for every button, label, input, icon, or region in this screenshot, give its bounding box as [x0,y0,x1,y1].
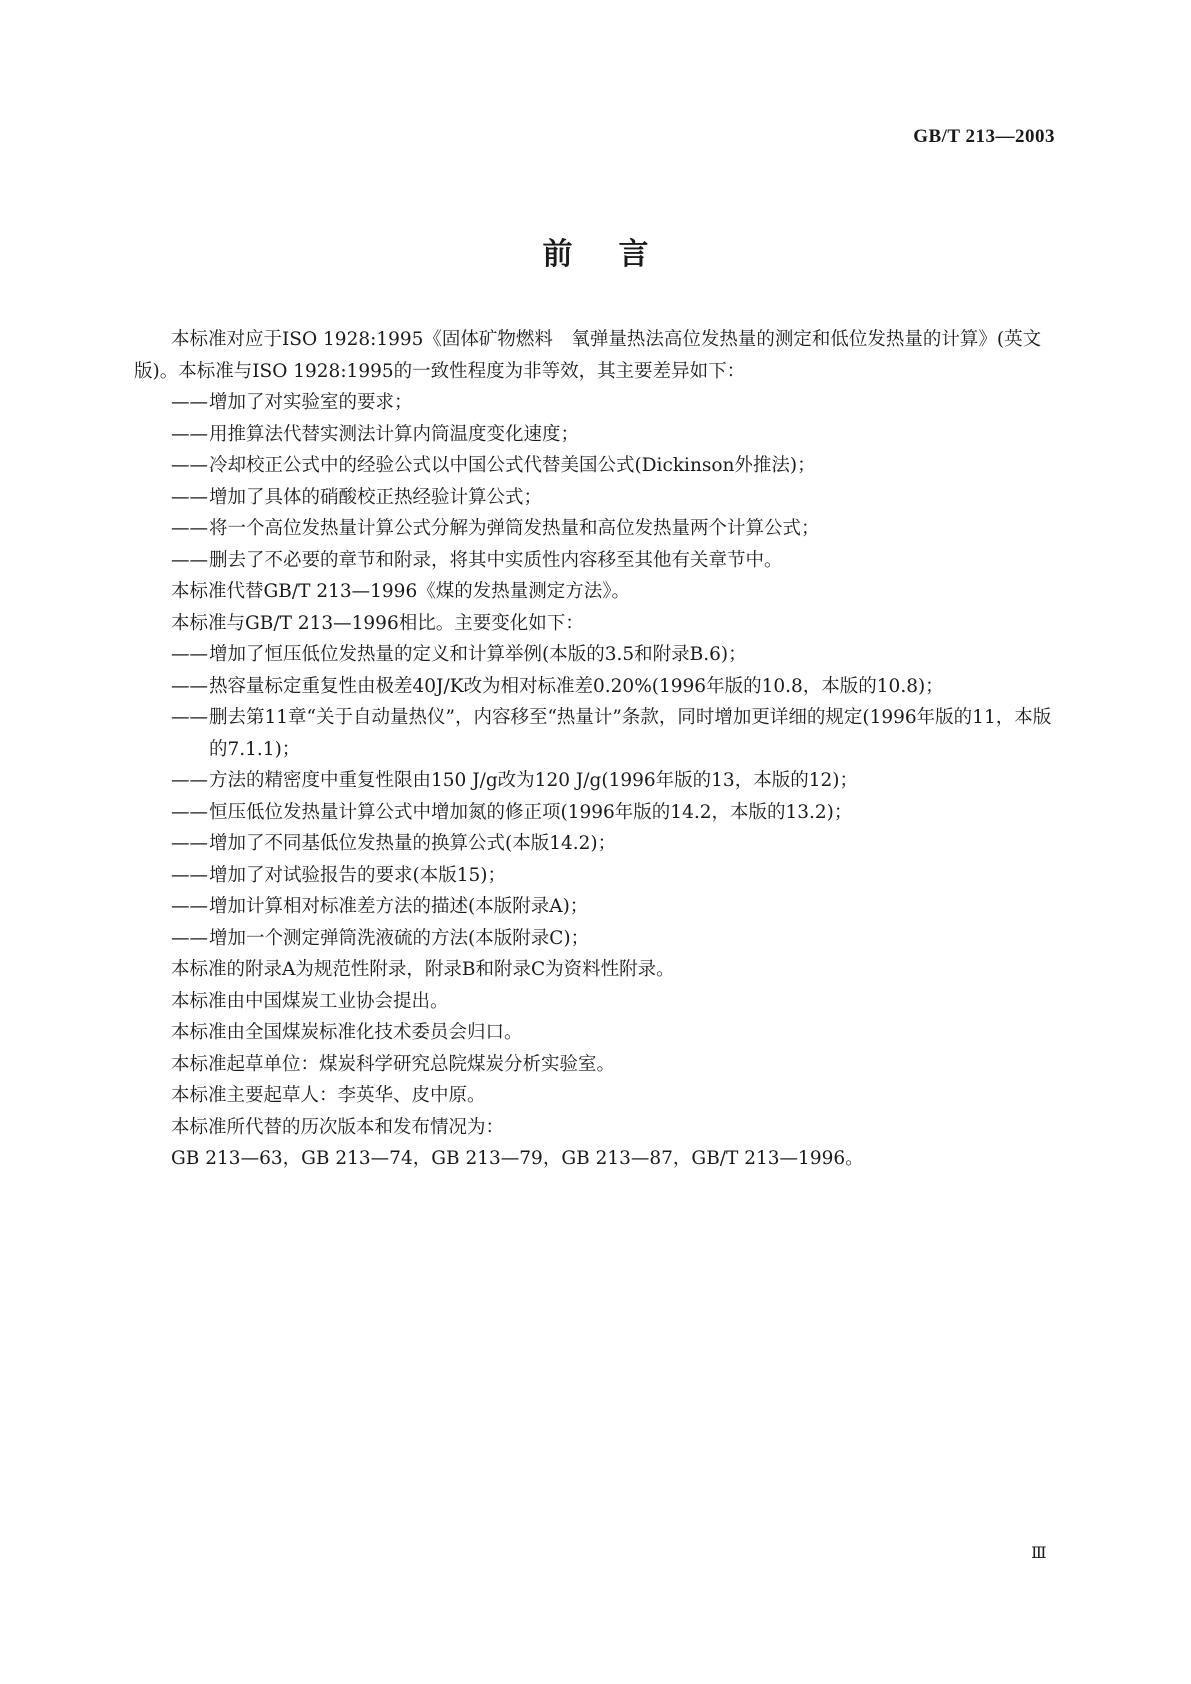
list-item: ——增加了对实验室的要求； [171,387,1069,419]
document-body [134,324,1069,1175]
list-item: ——冷却校正公式中的经验公式以中国公式代替美国公式(Dickinson外推法)； [171,450,1069,482]
list-item: ——增加了具体的硝酸校正热经验计算公式； [171,482,1069,514]
dash-marker: —— [171,801,208,823]
dash-marker: —— [171,675,208,697]
changes-intro: 本标准与GB/T 213—1996相比。主要变化如下： [171,612,584,634]
dash-marker: —— [171,927,208,949]
standard-number: GB/T 213—2003 [913,126,1055,147]
proposed-by-paragraph: 本标准由中国煤炭工业协会提出。 [171,990,449,1012]
dash-marker: —— [171,864,208,886]
list-item: ——删去了不必要的章节和附录，将其中实质性内容移至其他有关章节中。 [171,545,1069,577]
list-item: ——增加计算相对标准差方法的描述(本版附录A)； [171,891,1069,923]
difference-list [134,387,1069,576]
dash-marker: —— [171,644,208,665]
dash-marker: —— [171,486,208,508]
history-paragraph: GB 213—63，GB 213—74，GB 213—79，GB 213—87，GB/T 213—1996。 [171,1148,864,1169]
changes-list [134,639,1069,954]
dash-marker: —— [171,423,208,445]
committee-paragraph: 本标准由全国煤炭标准化技术委员会归口。 [171,1022,523,1043]
dash-marker: —— [171,896,208,917]
page-number: Ⅲ [1031,1545,1047,1562]
replaces-paragraph: 本标准代替GB/T 213—1996《煤的发热量测定方法》。 [171,581,630,602]
drafting-unit-paragraph: 本标准起草单位：煤炭科学研究总院煤炭分析实验室。 [171,1053,616,1075]
dash-marker: —— [171,833,208,854]
appendix-paragraph: 本标准的附录A为规范性附录，附录B和附录C为资料性附录。 [171,959,675,980]
dash-marker: —— [171,392,208,413]
list-item: ——删去第11章“关于自动量热仪”，内容移至“热量计”条款，同时增加更详细的规定(1996年版的11，本版的7.1.1)； [171,702,1069,765]
dash-marker: —— [171,707,208,728]
list-item: ——方法的精密度中重复性限由150 J/g改为120 J/g(1996年版的13，本版的12)； [171,765,1069,797]
list-item: ——增加一个测定弹筒洗液硫的方法(本版附录C)； [171,923,1069,955]
list-item: ——增加了恒压低位发热量的定义和计算举例(本版的3.5和附录B.6)； [171,639,1069,671]
page-title: 前言 [542,237,695,272]
dash-marker: —— [171,770,208,791]
dash-marker: —— [171,455,208,476]
list-item: ——恒压低位发热量计算公式中增加氮的修正项(1996年版的14.2，本版的13.2)； [171,797,1069,829]
list-item: ——将一个高位发热量计算公式分解为弹筒发热量和高位发热量两个计算公式； [171,513,1069,545]
list-item: ——热容量标定重复性由极差40J/K改为相对标准差0.20%(1996年版的10.8，本版的10.8)； [171,671,1069,703]
drafters-paragraph: 本标准主要起草人：李英华、皮中原。 [171,1085,486,1106]
history-intro-paragraph: 本标准所代替的历次版本和发布情况为： [171,1116,505,1138]
dash-marker: —— [171,518,208,539]
dash-marker: —— [171,549,208,571]
intro-paragraph: 本标准对应于ISO 1928:1995《固体矿物燃料 氧弹量热法高位发热量的测定和低位发热量的计算》(英文版)。本标准与ISO 1928:1995的一致性程度为非等效，其主要差异如下： [134,329,1042,382]
list-item: ——用推算法代替实测法计算内筒温度变化速度； [171,419,1069,451]
list-item: ——增加了不同基低位发热量的换算公式(本版14.2)； [171,828,1069,860]
list-item: ——增加了对试验报告的要求(本版15)； [171,860,1069,892]
